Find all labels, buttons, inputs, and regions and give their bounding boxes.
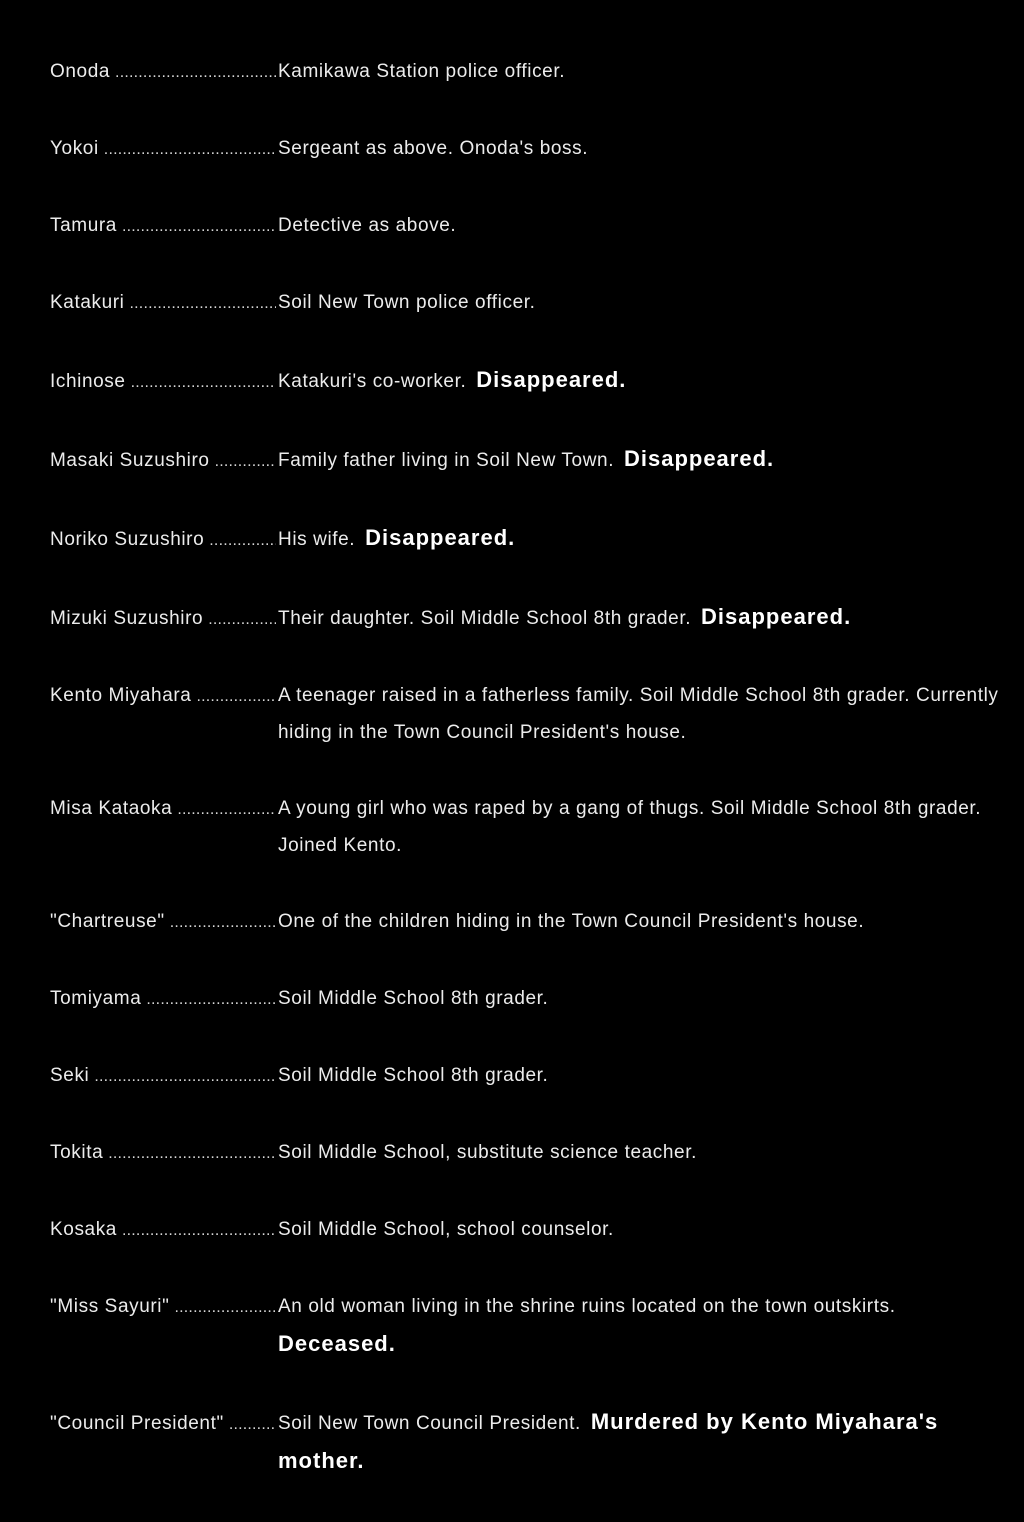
character-entry: [50, 1213, 1010, 1248]
character-entry: [50, 521, 1010, 558]
dot-leader: [174, 1292, 276, 1324]
description-text: An old woman living in the shrine ruins located on the town outskirts.: [278, 1296, 896, 1317]
description-text: Soil Middle School 8th grader.: [278, 988, 549, 1009]
character-entry: [50, 905, 1010, 940]
description-text: Sergeant as above. Onoda's boss.: [278, 138, 589, 159]
description-text: Soil Middle School, school counselor.: [278, 1219, 614, 1240]
dot-leader: [115, 57, 276, 89]
character-description: [276, 1403, 1010, 1481]
character-description: [276, 1057, 1010, 1094]
character-name: Ichinose: [50, 371, 126, 392]
character-description: [276, 284, 1010, 321]
character-name: Tokita: [50, 1142, 104, 1163]
character-name: "Chartreuse": [50, 911, 165, 932]
character-description: [276, 440, 1010, 479]
dot-leader: [104, 134, 276, 166]
character-description: [276, 207, 1010, 244]
character-description: [276, 903, 1010, 940]
description-text: Detective as above.: [278, 215, 457, 236]
dot-leader: [208, 604, 276, 636]
character-name: "Council President": [50, 1413, 224, 1434]
dot-leader: [215, 446, 276, 478]
dot-leader: [229, 1409, 276, 1441]
description-text: Soil Middle School 8th grader.: [278, 1065, 549, 1086]
description-text: Soil Middle School, substitute science teacher.: [278, 1142, 697, 1163]
character-entry: [50, 132, 1010, 167]
dot-leader: [177, 794, 276, 826]
description-text: One of the children hiding in the Town Council President's house.: [278, 911, 865, 932]
dot-leader: [108, 1138, 276, 1170]
dot-leader: [196, 681, 276, 713]
status-label: Disappeared.: [476, 367, 627, 392]
character-name: Kosaka: [50, 1219, 117, 1240]
character-entry: [50, 1059, 1010, 1094]
character-name: Katakuri: [50, 292, 125, 313]
character-name: Onoda: [50, 61, 111, 82]
character-name: Masaki Suzushiro: [50, 450, 210, 471]
character-description: [276, 519, 1010, 558]
character-entry: [50, 982, 1010, 1017]
character-description: [276, 980, 1010, 1017]
character-entry: [50, 1290, 1010, 1364]
character-list: [50, 55, 1010, 1522]
character-entry: [50, 792, 1010, 864]
description-text: Kamikawa Station police officer.: [278, 61, 566, 82]
character-description: [276, 790, 1010, 864]
character-description: [276, 677, 1010, 751]
character-name: "Miss Sayuri": [50, 1296, 170, 1317]
character-name: Mizuki Suzushiro: [50, 608, 204, 629]
status-label: Disappeared.: [365, 525, 516, 550]
dot-leader: [130, 288, 276, 320]
status-label: Murdered by Kento Miyahara's mother.: [278, 1409, 939, 1473]
description-text: Family father living in Soil New Town.: [278, 450, 615, 471]
character-name: Tamura: [50, 215, 117, 236]
dot-leader: [209, 525, 276, 557]
character-entry: [50, 363, 1010, 400]
character-entry: [50, 55, 1010, 90]
dot-leader: [170, 907, 276, 939]
character-name: Misa Kataoka: [50, 798, 173, 819]
character-name: Yokoi: [50, 138, 99, 159]
status-label: Disappeared.: [701, 604, 852, 629]
character-entry: [50, 1405, 1010, 1481]
character-entry: [50, 286, 1010, 321]
character-description: [276, 1288, 1010, 1364]
character-name: Kento Miyahara: [50, 685, 192, 706]
description-text: Their daughter. Soil Middle School 8th grader.: [278, 608, 692, 629]
character-name: Seki: [50, 1065, 90, 1086]
description-text: Soil New Town Council President.: [278, 1413, 581, 1434]
dot-leader: [122, 211, 276, 243]
dot-leader: [122, 1215, 276, 1247]
character-description: [276, 130, 1010, 167]
character-entry: [50, 442, 1010, 479]
description-text: Katakuri's co-worker.: [278, 371, 467, 392]
dot-leader: [94, 1061, 276, 1093]
description-text: A teenager raised in a fatherless family. Soil Middle School 8th grader. Currently hiding in the Town Council President's house.: [278, 685, 999, 743]
character-entry: [50, 679, 1010, 751]
character-description: [276, 1211, 1010, 1248]
status-label: Disappeared.: [623, 446, 775, 471]
character-name: Tomiyama: [50, 988, 142, 1009]
character-description: [276, 1134, 1010, 1171]
status-label: Deceased.: [278, 1331, 396, 1356]
description-text: His wife.: [278, 529, 356, 550]
character-description: [276, 361, 1010, 400]
dot-leader: [146, 984, 276, 1016]
character-description: [276, 598, 1010, 637]
description-text: A young girl who was raped by a gang of thugs. Soil Middle School 8th grader. Joined Kento.: [278, 798, 982, 856]
character-entry: [50, 1136, 1010, 1171]
character-name: Noriko Suzushiro: [50, 529, 205, 550]
character-entry: [50, 600, 1010, 637]
character-description: [276, 53, 1010, 90]
description-text: Soil New Town police officer.: [278, 292, 536, 313]
character-entry: [50, 209, 1010, 244]
dot-leader: [131, 367, 276, 399]
